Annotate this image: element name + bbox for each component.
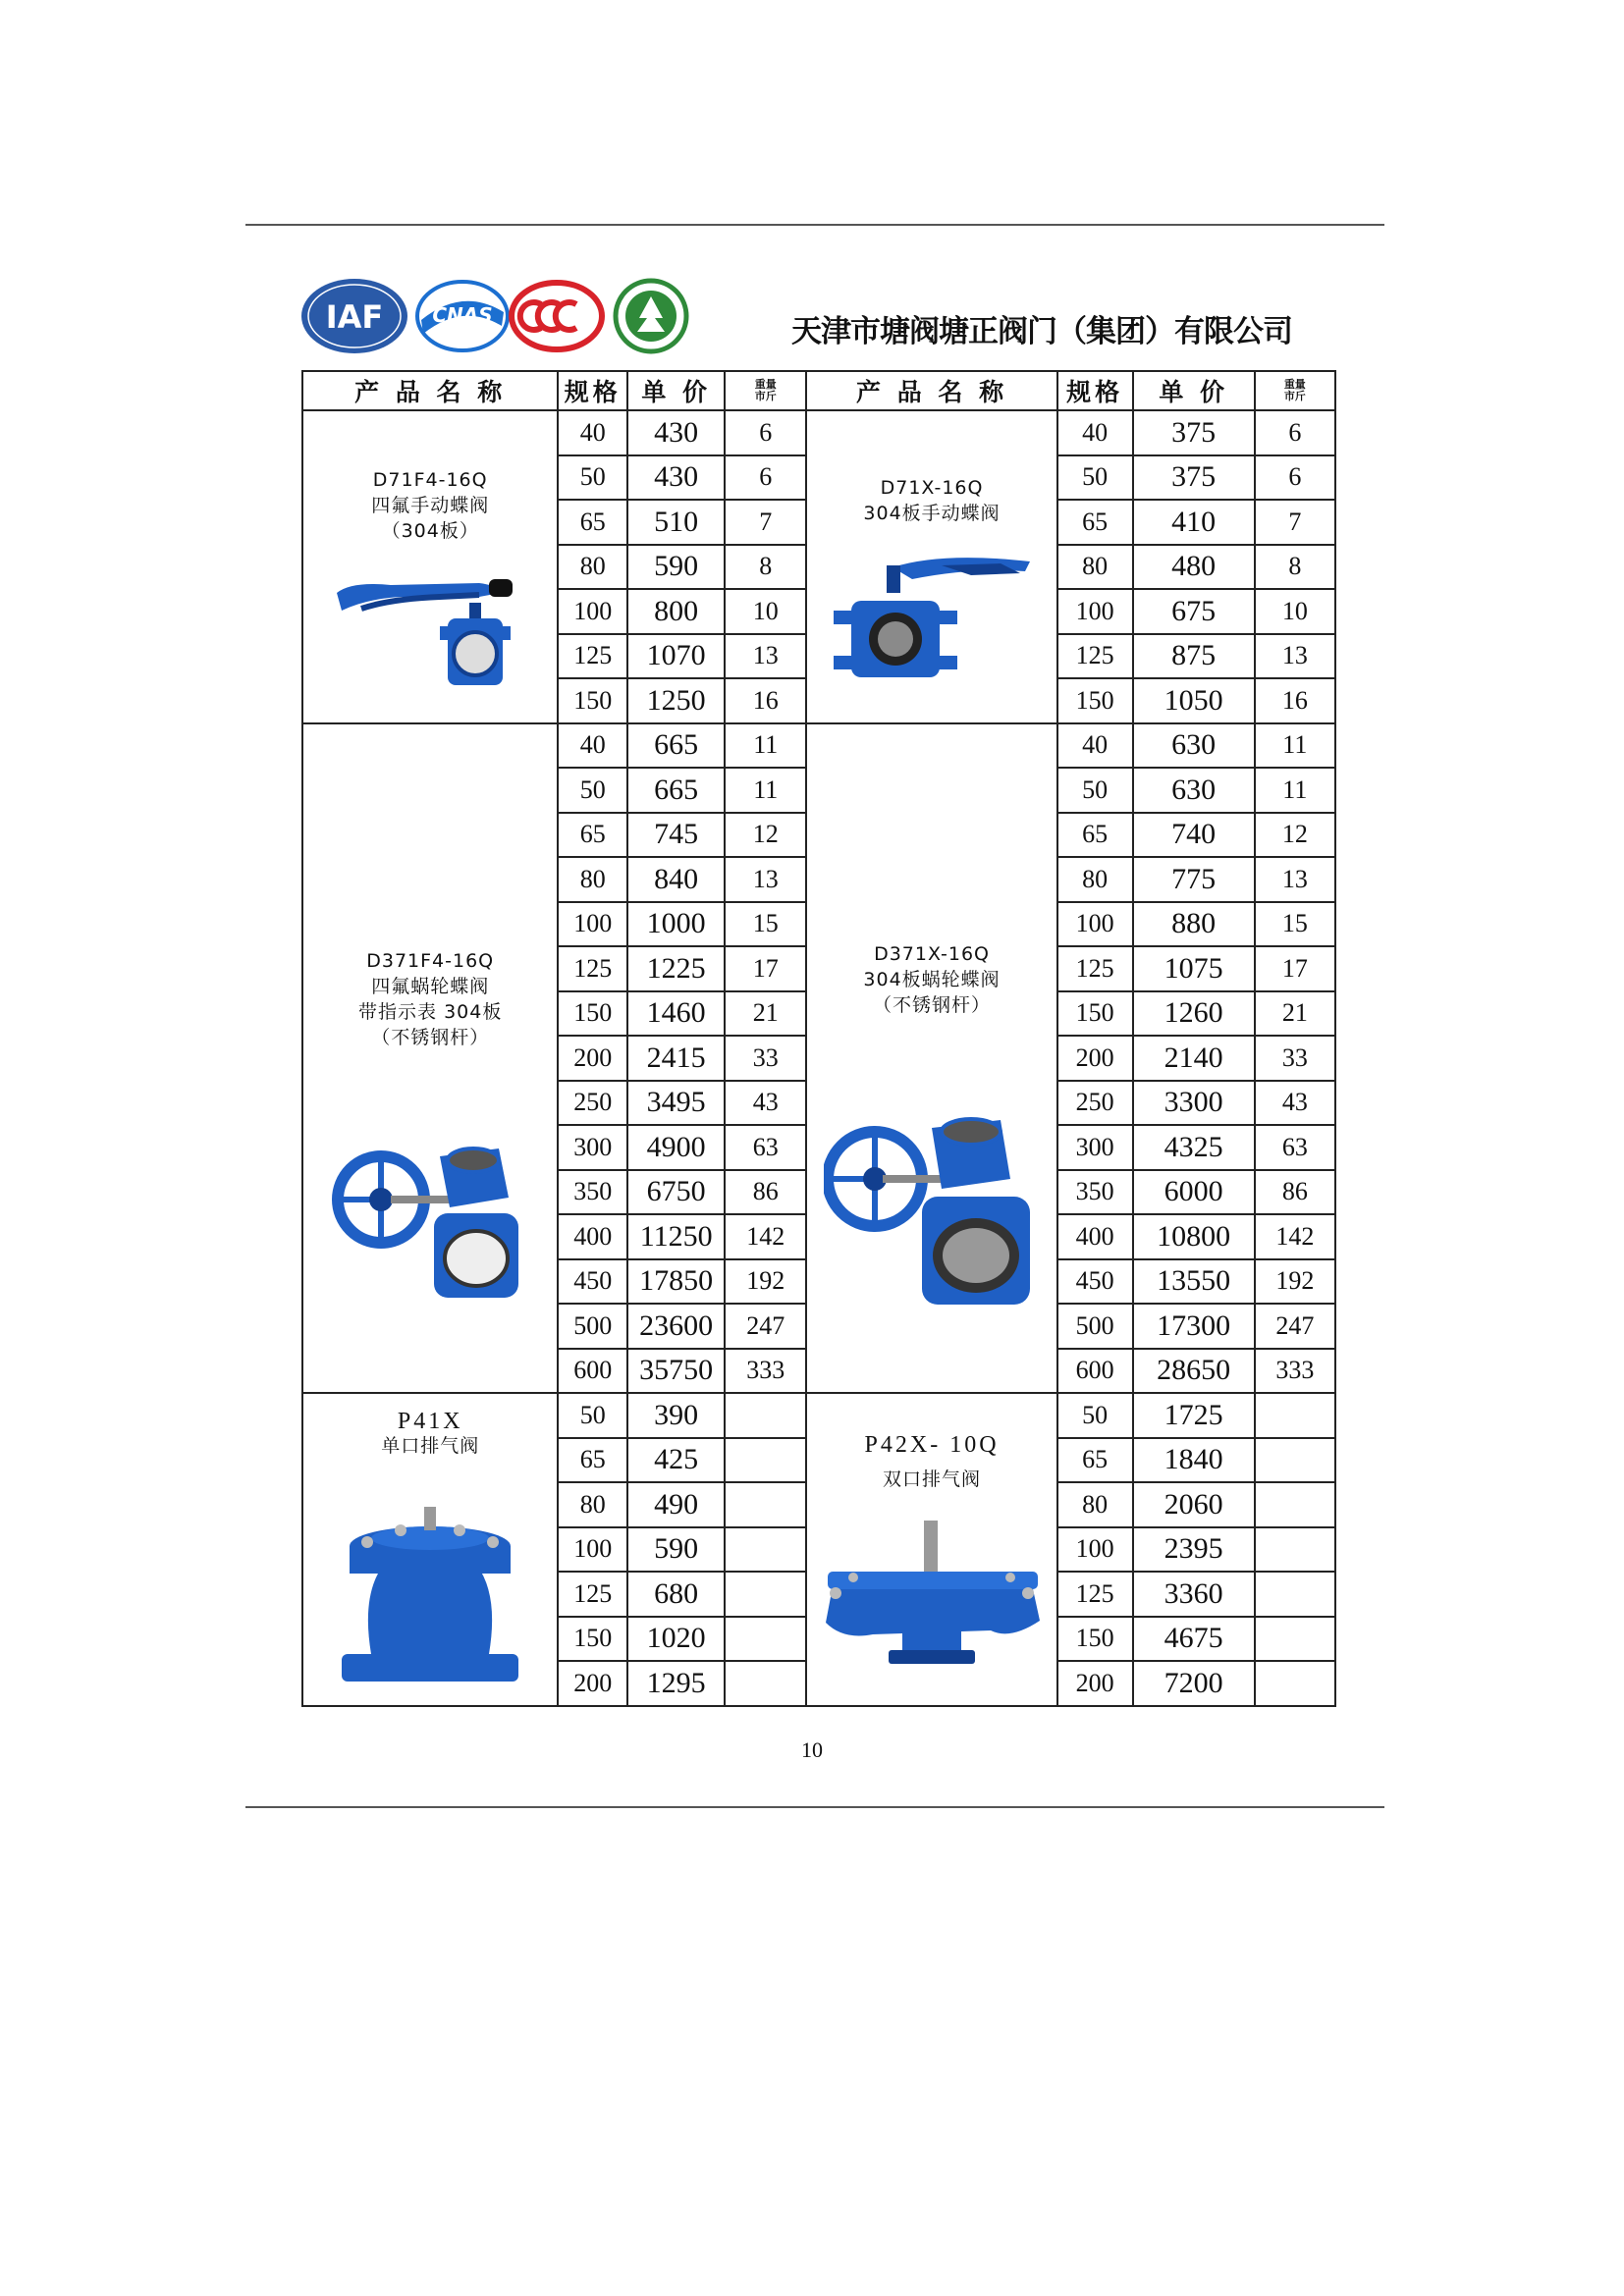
product-cell — [806, 723, 1056, 1394]
cell-price: 17300 — [1133, 1304, 1255, 1349]
cell-price: 3360 — [1133, 1572, 1255, 1617]
cell-price: 1075 — [1133, 946, 1255, 991]
product-name-line: 四氟蜗轮蝶阀 — [371, 975, 490, 997]
cell-spec: 125 — [1057, 946, 1133, 991]
cell-spec: 100 — [558, 902, 627, 947]
cell-price: 510 — [627, 500, 725, 545]
cell-spec: 100 — [1057, 902, 1133, 947]
cell-price: 17850 — [627, 1259, 725, 1305]
cell-spec: 80 — [558, 1482, 627, 1527]
header-product-name-2: 产 品 名 称 — [806, 371, 1056, 410]
cell-spec: 150 — [558, 678, 627, 723]
cell-weight — [1255, 1572, 1335, 1617]
cell-weight: 247 — [1255, 1304, 1335, 1349]
header-product-name: 产 品 名 称 — [302, 371, 558, 410]
cell-price: 10800 — [1133, 1214, 1255, 1259]
cell-weight: 7 — [1255, 500, 1335, 545]
cell-price: 23600 — [627, 1304, 725, 1349]
cell-spec: 50 — [558, 455, 627, 501]
cell-weight: 63 — [1255, 1125, 1335, 1170]
double-air-release-valve-image — [814, 1513, 1050, 1670]
cell-price: 35750 — [627, 1349, 725, 1394]
cell-price: 590 — [627, 545, 725, 590]
cell-weight: 11 — [1255, 723, 1335, 769]
worm-gear-butterfly-valve-304-image — [824, 1106, 1040, 1312]
cell-spec: 200 — [1057, 1036, 1133, 1081]
cell-price: 1840 — [1133, 1438, 1255, 1483]
cell-weight: 192 — [725, 1259, 806, 1305]
cell-price: 800 — [627, 589, 725, 634]
product-name-line: （304板） — [381, 520, 479, 543]
cell-weight — [725, 1661, 806, 1706]
cell-price: 430 — [627, 455, 725, 501]
cell-weight: 7 — [725, 500, 806, 545]
cell-spec: 80 — [1057, 545, 1133, 590]
cell-spec: 125 — [558, 1572, 627, 1617]
product-image-holder — [303, 563, 557, 691]
product-cell — [806, 1393, 1056, 1706]
cell-spec: 50 — [558, 1393, 627, 1438]
cell-spec: 40 — [558, 410, 627, 455]
product-name-line: P42X- 10Q — [864, 1432, 1000, 1459]
cell-price: 13550 — [1133, 1259, 1255, 1305]
cell-price: 425 — [627, 1438, 725, 1483]
cell-price: 1725 — [1133, 1393, 1255, 1438]
cell-weight: 15 — [1255, 902, 1335, 947]
cell-weight: 33 — [725, 1036, 806, 1081]
cell-price: 665 — [627, 768, 725, 813]
cell-spec: 600 — [558, 1349, 627, 1394]
cell-weight — [1255, 1527, 1335, 1573]
cell-spec: 100 — [1057, 589, 1133, 634]
cell-weight: 21 — [1255, 991, 1335, 1037]
manual-butterfly-valve-image — [332, 563, 528, 691]
cell-price: 745 — [627, 813, 725, 858]
cell-spec: 50 — [1057, 768, 1133, 813]
cell-spec: 50 — [558, 768, 627, 813]
manual-butterfly-valve-304-image — [824, 546, 1040, 683]
product-name-line: 304板蜗轮蝶阀 — [863, 968, 1001, 990]
cell-spec: 100 — [558, 589, 627, 634]
table-row — [302, 410, 1335, 455]
cell-weight — [1255, 1393, 1335, 1438]
header-price: 单 价 — [627, 371, 725, 410]
cell-price: 28650 — [1133, 1349, 1255, 1394]
cell-weight: 333 — [1255, 1349, 1335, 1394]
cell-weight: 192 — [1255, 1259, 1335, 1305]
cell-price: 3300 — [1133, 1081, 1255, 1126]
cell-price: 7200 — [1133, 1661, 1255, 1706]
cell-price: 410 — [1133, 500, 1255, 545]
product-cell — [302, 723, 558, 1394]
cell-price: 6000 — [1133, 1170, 1255, 1215]
bottom-rule — [245, 1806, 1384, 1808]
cell-weight: 21 — [725, 991, 806, 1037]
cell-spec: 80 — [1057, 1482, 1133, 1527]
cell-price: 11250 — [627, 1214, 725, 1259]
cell-spec: 400 — [558, 1214, 627, 1259]
product-name-line: D71X-16Q — [880, 477, 984, 500]
cell-weight: 142 — [725, 1214, 806, 1259]
cell-spec: 150 — [1057, 991, 1133, 1037]
product-cell — [302, 1393, 558, 1706]
cell-spec: 65 — [1057, 500, 1133, 545]
product-name-line: 单口排气阀 — [381, 1436, 480, 1458]
cell-weight: 43 — [1255, 1081, 1335, 1126]
cell-price: 1295 — [627, 1661, 725, 1706]
cell-spec: 150 — [1057, 1617, 1133, 1662]
cell-spec: 200 — [558, 1661, 627, 1706]
product-name-line: 四氟手动蝶阀 — [371, 495, 490, 517]
cell-weight: 43 — [725, 1081, 806, 1126]
cell-price: 490 — [627, 1482, 725, 1527]
product-name-line: 带指示表 304板 — [358, 1000, 503, 1023]
cell-spec: 300 — [1057, 1125, 1133, 1170]
cell-price: 375 — [1133, 410, 1255, 455]
cell-price: 375 — [1133, 455, 1255, 501]
header-weight: 重量 市斤 — [725, 371, 806, 410]
cell-weight: 63 — [725, 1125, 806, 1170]
cell-price: 6750 — [627, 1170, 725, 1215]
product-cell — [806, 410, 1056, 723]
product-name-line: P41X — [397, 1409, 463, 1435]
cell-weight: 15 — [725, 902, 806, 947]
cell-price: 4900 — [627, 1125, 725, 1170]
cell-price: 2395 — [1133, 1527, 1255, 1573]
product-name-line: D371F4-16Q — [366, 949, 495, 972]
cell-spec: 50 — [1057, 455, 1133, 501]
cell-spec: 250 — [558, 1081, 627, 1126]
cell-weight: 17 — [1255, 946, 1335, 991]
cell-spec: 500 — [558, 1304, 627, 1349]
cell-spec: 80 — [558, 857, 627, 902]
cell-weight: 11 — [725, 768, 806, 813]
cell-spec: 200 — [1057, 1661, 1133, 1706]
cell-spec: 125 — [1057, 634, 1133, 679]
company-name: 天津市塘阀塘正阀门（集团）有限公司 — [791, 314, 1292, 349]
cell-price: 4675 — [1133, 1617, 1255, 1662]
iaf-logo — [301, 279, 407, 353]
cell-price: 880 — [1133, 902, 1255, 947]
cell-weight: 6 — [1255, 455, 1335, 501]
cell-price: 840 — [627, 857, 725, 902]
top-rule — [245, 224, 1384, 226]
cell-spec: 350 — [558, 1170, 627, 1215]
product-image-holder — [303, 1139, 557, 1306]
product-image-holder — [303, 1468, 557, 1693]
cell-weight: 16 — [1255, 678, 1335, 723]
cell-price: 1250 — [627, 678, 725, 723]
cell-spec: 40 — [558, 723, 627, 769]
cell-weight: 13 — [725, 634, 806, 679]
cell-weight: 12 — [725, 813, 806, 858]
cell-spec: 125 — [558, 946, 627, 991]
svg-text:IAF: IAF — [325, 298, 384, 336]
cell-weight: 8 — [725, 545, 806, 590]
cell-spec: 50 — [1057, 1393, 1133, 1438]
cell-price: 2415 — [627, 1036, 725, 1081]
cell-weight: 11 — [725, 723, 806, 769]
cell-weight: 10 — [725, 589, 806, 634]
table-row — [302, 1393, 1335, 1438]
single-air-release-valve-image — [332, 1468, 528, 1693]
ccc-logo — [512, 283, 602, 349]
header-weight-2: 重量 市斤 — [1255, 371, 1335, 410]
cell-price: 675 — [1133, 589, 1255, 634]
page-number: 10 — [801, 1737, 823, 1762]
cell-spec: 65 — [1057, 813, 1133, 858]
product-name-line: D371X-16Q — [874, 942, 991, 965]
cell-price: 1000 — [627, 902, 725, 947]
cell-spec: 400 — [1057, 1214, 1133, 1259]
cell-spec: 125 — [1057, 1572, 1133, 1617]
cnas-logo — [417, 282, 508, 350]
header-spec: 规格 — [558, 371, 627, 410]
cell-price: 1260 — [1133, 991, 1255, 1037]
product-image-holder — [807, 546, 1056, 683]
cell-price: 1460 — [627, 991, 725, 1037]
cell-weight: 11 — [1255, 768, 1335, 813]
product-name-line: D71F4-16Q — [372, 469, 488, 492]
cell-spec: 100 — [1057, 1527, 1133, 1573]
price-table — [301, 370, 1336, 1707]
cell-price: 1050 — [1133, 678, 1255, 723]
cell-weight: 142 — [1255, 1214, 1335, 1259]
cell-weight: 6 — [725, 455, 806, 501]
cell-spec: 100 — [558, 1527, 627, 1573]
product-name-line: 304板手动蝶阀 — [863, 503, 1001, 525]
cell-weight — [1255, 1438, 1335, 1483]
product-image-holder — [807, 1513, 1056, 1670]
cell-weight — [725, 1438, 806, 1483]
product-name-line: （不锈钢杆） — [873, 993, 992, 1016]
cell-price: 4325 — [1133, 1125, 1255, 1170]
cell-spec: 150 — [558, 991, 627, 1037]
certification-logos — [299, 277, 692, 355]
cell-weight: 13 — [1255, 857, 1335, 902]
cell-price: 740 — [1133, 813, 1255, 858]
header-row — [302, 371, 1335, 410]
cell-spec: 250 — [1057, 1081, 1133, 1126]
cell-price: 590 — [627, 1527, 725, 1573]
cell-price: 2060 — [1133, 1482, 1255, 1527]
cell-weight: 12 — [1255, 813, 1335, 858]
cell-price: 390 — [627, 1393, 725, 1438]
cell-price: 775 — [1133, 857, 1255, 902]
environment-logo — [616, 281, 686, 351]
cell-spec: 150 — [558, 1617, 627, 1662]
cell-weight: 17 — [725, 946, 806, 991]
product-name-line: 双口排气阀 — [883, 1469, 982, 1491]
worm-gear-butterfly-valve-image — [332, 1139, 528, 1306]
cell-price: 875 — [1133, 634, 1255, 679]
cell-price: 3495 — [627, 1081, 725, 1126]
cell-weight: 247 — [725, 1304, 806, 1349]
cell-weight: 16 — [725, 678, 806, 723]
cell-weight — [725, 1482, 806, 1527]
cell-price: 1020 — [627, 1617, 725, 1662]
cell-spec: 65 — [558, 1438, 627, 1483]
cell-weight — [1255, 1661, 1335, 1706]
cell-price: 480 — [1133, 545, 1255, 590]
cell-price: 680 — [627, 1572, 725, 1617]
cell-price: 430 — [627, 410, 725, 455]
product-cell — [302, 410, 558, 723]
header-price-2: 单 价 — [1133, 371, 1255, 410]
cell-weight — [725, 1393, 806, 1438]
cell-weight: 10 — [1255, 589, 1335, 634]
cell-weight — [725, 1527, 806, 1573]
cell-weight — [1255, 1482, 1335, 1527]
cell-weight — [725, 1572, 806, 1617]
cell-weight: 13 — [725, 857, 806, 902]
cell-spec: 65 — [1057, 1438, 1133, 1483]
cell-spec: 600 — [1057, 1349, 1133, 1394]
cell-weight: 8 — [1255, 545, 1335, 590]
svg-text:CNAS: CNAS — [432, 303, 493, 327]
cell-price: 630 — [1133, 768, 1255, 813]
cell-spec: 300 — [558, 1125, 627, 1170]
cell-weight: 333 — [725, 1349, 806, 1394]
cell-weight — [1255, 1617, 1335, 1662]
cell-spec: 150 — [1057, 678, 1133, 723]
cell-spec: 65 — [558, 813, 627, 858]
cell-spec: 80 — [1057, 857, 1133, 902]
table-row — [302, 723, 1335, 769]
cell-price: 2140 — [1133, 1036, 1255, 1081]
cell-spec: 200 — [558, 1036, 627, 1081]
cell-weight: 6 — [1255, 410, 1335, 455]
cell-weight: 33 — [1255, 1036, 1335, 1081]
cell-weight: 86 — [725, 1170, 806, 1215]
header-spec-2: 规格 — [1057, 371, 1133, 410]
cell-spec: 40 — [1057, 723, 1133, 769]
cell-spec: 65 — [558, 500, 627, 545]
cell-price: 1070 — [627, 634, 725, 679]
cell-spec: 500 — [1057, 1304, 1133, 1349]
cell-weight: 13 — [1255, 634, 1335, 679]
cell-weight: 86 — [1255, 1170, 1335, 1215]
cell-price: 630 — [1133, 723, 1255, 769]
cell-spec: 80 — [558, 545, 627, 590]
cell-spec: 125 — [558, 634, 627, 679]
cell-spec: 350 — [1057, 1170, 1133, 1215]
cell-weight — [725, 1617, 806, 1662]
cell-price: 665 — [627, 723, 725, 769]
cell-weight: 6 — [725, 410, 806, 455]
product-image-holder — [807, 1106, 1056, 1312]
cell-spec: 450 — [1057, 1259, 1133, 1305]
product-name-line: （不锈钢杆） — [371, 1026, 490, 1048]
cell-spec: 40 — [1057, 410, 1133, 455]
cell-spec: 450 — [558, 1259, 627, 1305]
cell-price: 1225 — [627, 946, 725, 991]
